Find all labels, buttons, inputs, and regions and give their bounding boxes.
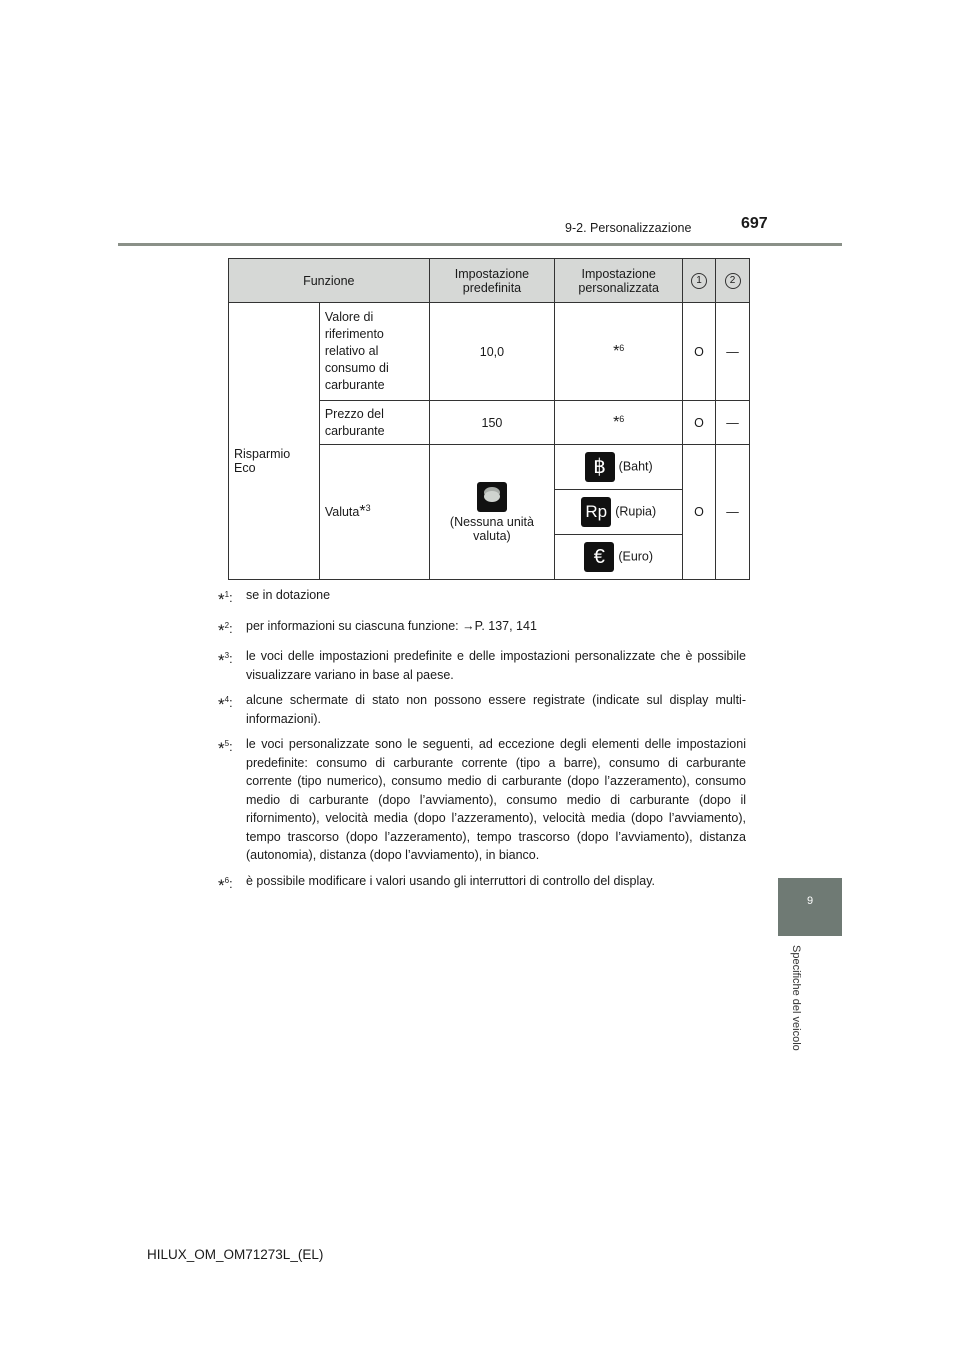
table-header-row xyxy=(229,259,750,303)
currency-col2: — xyxy=(716,445,750,580)
table-row xyxy=(229,303,750,401)
header-col2 xyxy=(716,259,750,303)
footnote: *$^1$: se in dotazione xyxy=(218,588,331,610)
row-col1: O xyxy=(683,303,716,401)
section-title: 9-2. Personalizzazione xyxy=(565,221,692,235)
currency-default-label: (Nessuna unità valuta) xyxy=(449,514,534,543)
row-item: Valore di riferimento relativo al consumo di carburante xyxy=(319,303,429,401)
currency-option: Rp (Rupia) xyxy=(555,490,683,535)
page-number: 697 xyxy=(741,215,768,232)
chapter-number: 9 xyxy=(806,895,814,907)
header-rule xyxy=(118,243,842,246)
row-custom: *$^6$ xyxy=(555,401,683,445)
footnote: *$^4$: alcune schermate di stato non possono essere registrate (indicate sul display multi-informazioni). xyxy=(218,693,746,726)
header-function: Funzione xyxy=(229,259,430,303)
row-item: Prezzo del carburante xyxy=(319,401,429,445)
euro-icon: € xyxy=(584,542,614,572)
footnote: *$^6$: è possibile modificare i valori usando gli interruttori di controllo del display. xyxy=(218,873,655,895)
circled-two: 2 xyxy=(725,273,741,289)
currency-item: Valuta*$^3$ xyxy=(319,445,429,580)
row-col2: — xyxy=(716,401,750,445)
currency-option: ฿ (Baht) xyxy=(555,445,683,490)
footnotes xyxy=(218,586,746,902)
row-custom: *$^6$ xyxy=(555,303,683,401)
currency-default xyxy=(429,445,555,580)
row-col2: — xyxy=(716,303,750,401)
currency-option: € (Euro) xyxy=(555,535,683,580)
header-default: Impostazione predefinita xyxy=(429,259,555,303)
footnote: *$^2$: per informazioni su ciascuna funzione: →P. 137, 141 xyxy=(218,618,537,640)
footnote: *$^3$: le voci delle impostazioni predefinite e delle impostazioni personalizzate che è possibile visualizzare variano in base al paese. xyxy=(218,649,746,682)
no-currency-icon xyxy=(477,482,507,512)
row-col1: O xyxy=(683,401,716,445)
header-custom: Impostazione personalizzata xyxy=(555,259,683,303)
rupiah-icon: Rp xyxy=(581,497,611,527)
circled-one: 1 xyxy=(691,273,707,289)
baht-icon: ฿ xyxy=(585,452,615,482)
footnote: *$^5$: le voci personalizzate sono le seguenti, ad eccezione degli elementi delle impostazioni predefinite: consumo di carburante corrente (tipo a barre), consumo di carburante corrente (tipo numerico), consumo medio di carburante (dopo l’azzeramento), consumo medio di carburante (dopo l’avviamento), consumo medio di carburante (dopo il rifornimento), velocità media (dopo l’azzeramento), velocità media (dopo l’avviamento), tempo trascorso (dopo l’azzeramento), tempo trascorso (dopo l’avviamento), distanza (autonomia), distanza (dopo l’avviamento), in bianco. xyxy=(218,737,746,863)
settings-table xyxy=(228,258,750,580)
group-label: Risparmio Eco xyxy=(229,303,320,580)
row-default: 150 xyxy=(429,401,555,445)
document-code: HILUX_OM_OM71273L_(EL) xyxy=(147,1247,324,1262)
header-col1 xyxy=(683,259,716,303)
chapter-label: Specifiche del veicolo xyxy=(790,945,802,1051)
currency-col1: O xyxy=(683,445,716,580)
chapter-tab xyxy=(778,878,842,936)
row-default: 10,0 xyxy=(429,303,555,401)
